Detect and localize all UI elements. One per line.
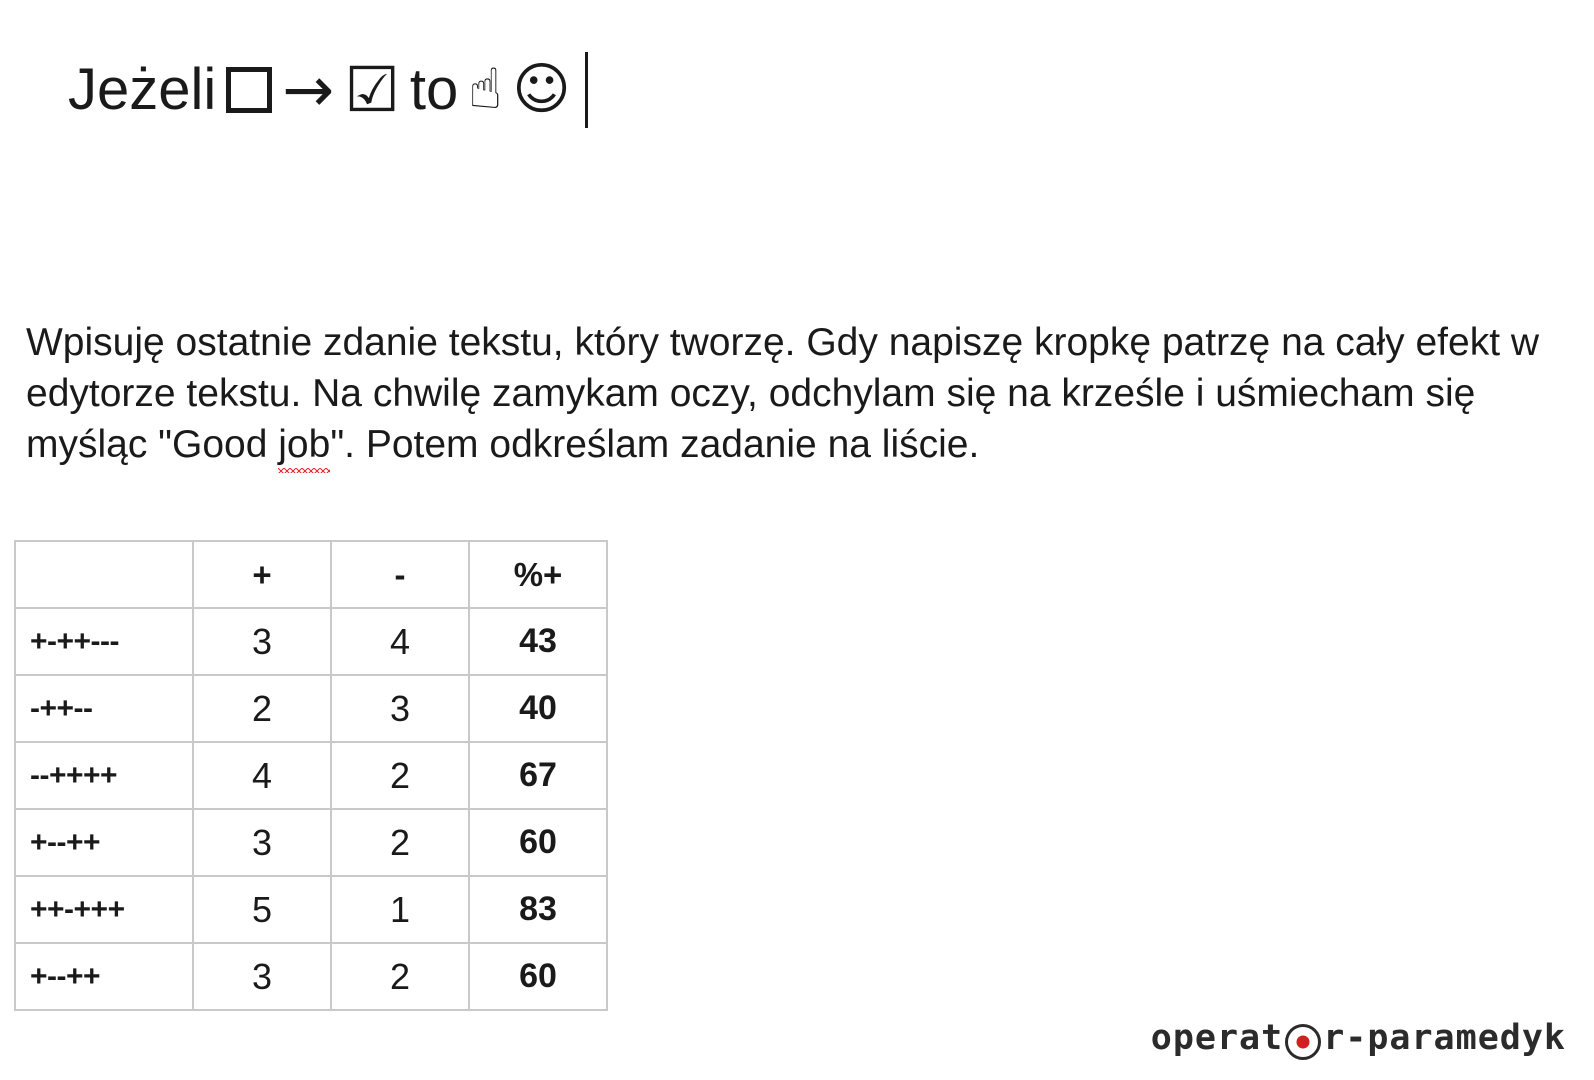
row-minus-count: 2 [331, 809, 469, 876]
column-header-plus: + [193, 541, 331, 608]
row-label: +--++ [15, 809, 193, 876]
column-header-minus: - [331, 541, 469, 608]
misspelled-word: job [278, 419, 330, 470]
paragraph-part-2: ". Potem odkreślam zadanie na liście. [330, 423, 980, 467]
logo-text-after: r-paramedyk [1323, 1018, 1566, 1058]
table-row [15, 809, 607, 876]
row-label: -++-- [15, 675, 193, 742]
empty-checkbox-icon [226, 67, 272, 113]
row-percent-plus: 60 [469, 943, 607, 1010]
row-plus-count: 3 [193, 608, 331, 675]
table-header-row [15, 541, 607, 608]
heading-word-jezeli: Jeżeli [68, 57, 217, 122]
logo-dot-icon [1285, 1024, 1321, 1060]
score-table [14, 540, 608, 1011]
row-minus-count: 2 [331, 742, 469, 809]
table-header [15, 541, 607, 608]
logo-text-before: operat [1150, 1018, 1284, 1058]
row-minus-count: 2 [331, 943, 469, 1010]
row-minus-count: 3 [331, 675, 469, 742]
heading-line [68, 52, 588, 128]
column-header-percent-plus: %+ [469, 541, 607, 608]
table-row [15, 876, 607, 943]
row-minus-count: 4 [331, 608, 469, 675]
smiley-face-icon: ☺ [512, 57, 571, 122]
thumbs-up-icon: ☝ [468, 57, 503, 122]
heading-word-to: to [409, 57, 459, 122]
row-percent-plus: 43 [469, 608, 607, 675]
row-label: ++-+++ [15, 876, 193, 943]
paragraph-part-1: Wpisuję ostatnie zdanie tekstu, który tworzę. Gdy napiszę kropkę patrzę na cały efekt w edytorze tekstu. Na chwilę zamykam oczy, odchylam się na krześle i uśmiecham się myśląc "Good [26, 321, 1540, 467]
row-label: +-++--- [15, 608, 193, 675]
row-plus-count: 3 [193, 943, 331, 1010]
table-body [15, 608, 607, 1010]
row-plus-count: 4 [193, 742, 331, 809]
row-plus-count: 5 [193, 876, 331, 943]
column-header-label [15, 541, 193, 608]
arrow-right-icon: → [282, 53, 335, 126]
row-plus-count: 2 [193, 675, 331, 742]
row-percent-plus: 67 [469, 742, 607, 809]
table-row [15, 608, 607, 675]
row-plus-count: 3 [193, 809, 331, 876]
table-row [15, 742, 607, 809]
table-row [15, 943, 607, 1010]
text-cursor [585, 52, 588, 128]
row-percent-plus: 60 [469, 809, 607, 876]
row-percent-plus: 40 [469, 675, 607, 742]
checked-checkbox-icon: ☑ [344, 53, 400, 126]
row-percent-plus: 83 [469, 876, 607, 943]
body-paragraph [26, 317, 1586, 470]
row-minus-count: 1 [331, 876, 469, 943]
row-label: --++++ [15, 742, 193, 809]
row-label: +--++ [15, 943, 193, 1010]
table-row [15, 675, 607, 742]
watermark-logo [1151, 1018, 1566, 1058]
